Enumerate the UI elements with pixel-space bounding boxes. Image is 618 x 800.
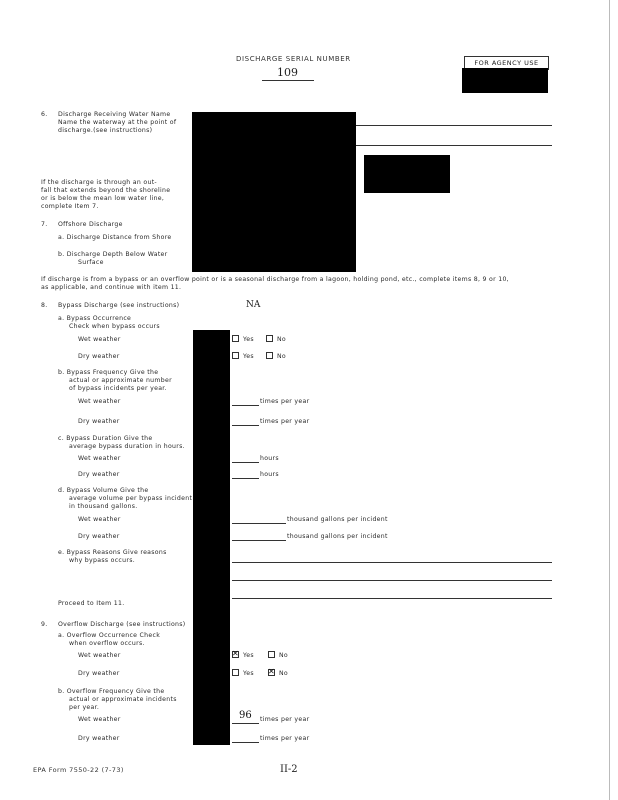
item8c-dry-field[interactable] <box>232 478 259 479</box>
item8a-wet-yes-label: Yes <box>243 336 254 343</box>
item9b-wet-unit: times per year <box>260 716 310 723</box>
item8a-sub: Check when bypass occurs <box>69 323 160 330</box>
item8e-reason-line-2[interactable] <box>232 580 552 581</box>
item8b-dry-label: Dry weather <box>78 418 120 425</box>
item8b-wet-unit: times per year <box>260 398 310 405</box>
item7-title: Offshore Discharge <box>58 221 123 228</box>
item8d-wet-label: Wet weather <box>78 516 121 523</box>
item8a-wet-no-checkbox[interactable] <box>266 335 273 342</box>
item7-b-line2: Surface <box>78 259 104 266</box>
item8d-wet-unit: thousand gallons per incident <box>287 516 388 523</box>
outfall-note-2: fall that extends beyond the shoreline <box>41 187 171 194</box>
item6-line3: discharge.(see instructions) <box>58 127 153 134</box>
item8b-line3: of bypass incidents per year. <box>69 385 167 392</box>
item8a-wet-yes-checkbox[interactable] <box>232 335 239 342</box>
item8-na-mark: NA <box>246 300 261 310</box>
item8d-dry-unit: thousand gallons per incident <box>287 533 388 540</box>
item8d-dry-field[interactable] <box>232 540 286 541</box>
item8a-dry-label: Dry weather <box>78 353 120 360</box>
item8a-title: a. Bypass Occurrence <box>58 315 132 322</box>
item8c-wet-field[interactable] <box>232 462 259 463</box>
item9b-dry-unit: times per year <box>260 735 310 742</box>
item8-title: Bypass Discharge (see instructions) <box>58 302 180 309</box>
item8c-wet-label: Wet weather <box>78 455 121 462</box>
item8c-dry-unit: hours <box>260 471 279 478</box>
item9b-wet-label: Wet weather <box>78 716 121 723</box>
item8e-reason-line-3[interactable] <box>232 598 552 599</box>
receiving-water-redaction <box>192 112 356 272</box>
item8d-title: d. Bypass Volume Give the <box>58 487 149 494</box>
item9b-line3: per year. <box>69 704 100 711</box>
item8d-dry-label: Dry weather <box>78 533 120 540</box>
form-number: EPA Form 7550-22 (7-73) <box>33 766 124 774</box>
serial-number-underline <box>262 80 314 81</box>
scan-edge <box>609 0 610 800</box>
serial-number-label: DISCHARGE SERIAL NUMBER <box>236 55 351 63</box>
item9a-line2: when overflow occurs. <box>69 640 145 647</box>
receiving-water-redaction-2 <box>364 155 450 193</box>
outfall-note-3: or is below the mean low water line, <box>41 195 165 202</box>
item8e-reason-line-1[interactable] <box>232 562 552 563</box>
item9b-title: b. Overflow Frequency Give the <box>58 688 165 695</box>
item9b-dry-field[interactable] <box>232 742 259 743</box>
item8b-wet-field[interactable] <box>232 405 259 406</box>
item6-title: Discharge Receiving Water Name <box>58 111 171 118</box>
bypass-note-1: If discharge is from a bypass or an overflow point or is a seasonal discharge from a lagoon, holding pond, etc., complete items 8, 9 or 10, <box>41 276 509 283</box>
item9b-wet-frequency-value: 96 <box>239 710 252 721</box>
item9a-dry-no-label: No <box>279 670 289 677</box>
item8b-dry-unit: times per year <box>260 418 310 425</box>
item8a-dry-no-label: No <box>277 353 287 360</box>
outfall-note-1: If the discharge is through an out- <box>41 179 157 186</box>
receiving-water-line-1 <box>356 125 552 126</box>
item8b-wet-label: Wet weather <box>78 398 121 405</box>
item8c-dry-label: Dry weather <box>78 471 120 478</box>
item8a-wet-label: Wet weather <box>78 336 121 343</box>
item9a-dry-yes-label: Yes <box>243 670 254 677</box>
item8a-dry-no-checkbox[interactable] <box>266 352 273 359</box>
item9b-line2: actual or approximate incidents <box>69 696 177 703</box>
item7-number: 7. <box>41 221 48 228</box>
item9a-wet-yes-checkbox[interactable] <box>232 651 239 658</box>
item8c-wet-unit: hours <box>260 455 279 462</box>
item9a-dry-label: Dry weather <box>78 670 120 677</box>
item6-number: 6. <box>41 111 48 118</box>
item9b-dry-label: Dry weather <box>78 735 120 742</box>
outfall-note-4: complete Item 7. <box>41 203 99 210</box>
receiving-water-line-2 <box>356 145 552 146</box>
item9-number: 9. <box>41 621 48 628</box>
item8a-dry-yes-label: Yes <box>243 353 254 360</box>
item9a-wet-label: Wet weather <box>78 652 121 659</box>
item9a-dry-yes-checkbox[interactable] <box>232 669 239 676</box>
item8-proceed: Proceed to Item 11. <box>58 600 125 607</box>
agency-redaction <box>462 68 548 93</box>
item9a-wet-no-label: No <box>279 652 289 659</box>
item9a-wet-yes-label: Yes <box>243 652 254 659</box>
item8a-dry-yes-checkbox[interactable] <box>232 352 239 359</box>
item8b-line2: actual or approximate number <box>69 377 172 384</box>
item9a-wet-no-checkbox[interactable] <box>268 651 275 658</box>
item6-line2: Name the waterway at the point of <box>58 119 177 126</box>
item9a-title: a. Overflow Occurrence Check <box>58 632 161 639</box>
item8e-title: e. Bypass Reasons Give reasons <box>58 549 167 556</box>
item9a-dry-no-checkbox[interactable] <box>268 669 275 676</box>
item8a-wet-no-label: No <box>277 336 287 343</box>
bypass-note-2: as applicable, and continue with item 11. <box>41 284 182 291</box>
item8b-title: b. Bypass Frequency Give the <box>58 369 159 376</box>
serial-number-value: 109 <box>277 66 298 79</box>
item7-a: a. Discharge Distance from Shore <box>58 234 172 241</box>
item8-number: 8. <box>41 302 48 309</box>
item7-b-line1: b. Discharge Depth Below Water <box>58 251 168 258</box>
item9-title: Overflow Discharge (see instructions) <box>58 621 186 628</box>
item8c-title: c. Bypass Duration Give the <box>58 435 153 442</box>
item8d-line2: average volume per bypass incident <box>69 495 193 502</box>
item8e-line2: why bypass occurs. <box>69 557 135 564</box>
agency-use-box: FOR AGENCY USE <box>464 56 549 70</box>
item8d-wet-field[interactable] <box>232 523 286 524</box>
item8c-line2: average bypass duration in hours. <box>69 443 185 450</box>
item8b-dry-field[interactable] <box>232 425 259 426</box>
item8d-line3: in thousand gallons. <box>69 503 138 510</box>
page-number: II-2 <box>280 764 298 775</box>
facility-redaction-column <box>193 330 230 745</box>
item9b-wet-field[interactable] <box>232 723 259 724</box>
